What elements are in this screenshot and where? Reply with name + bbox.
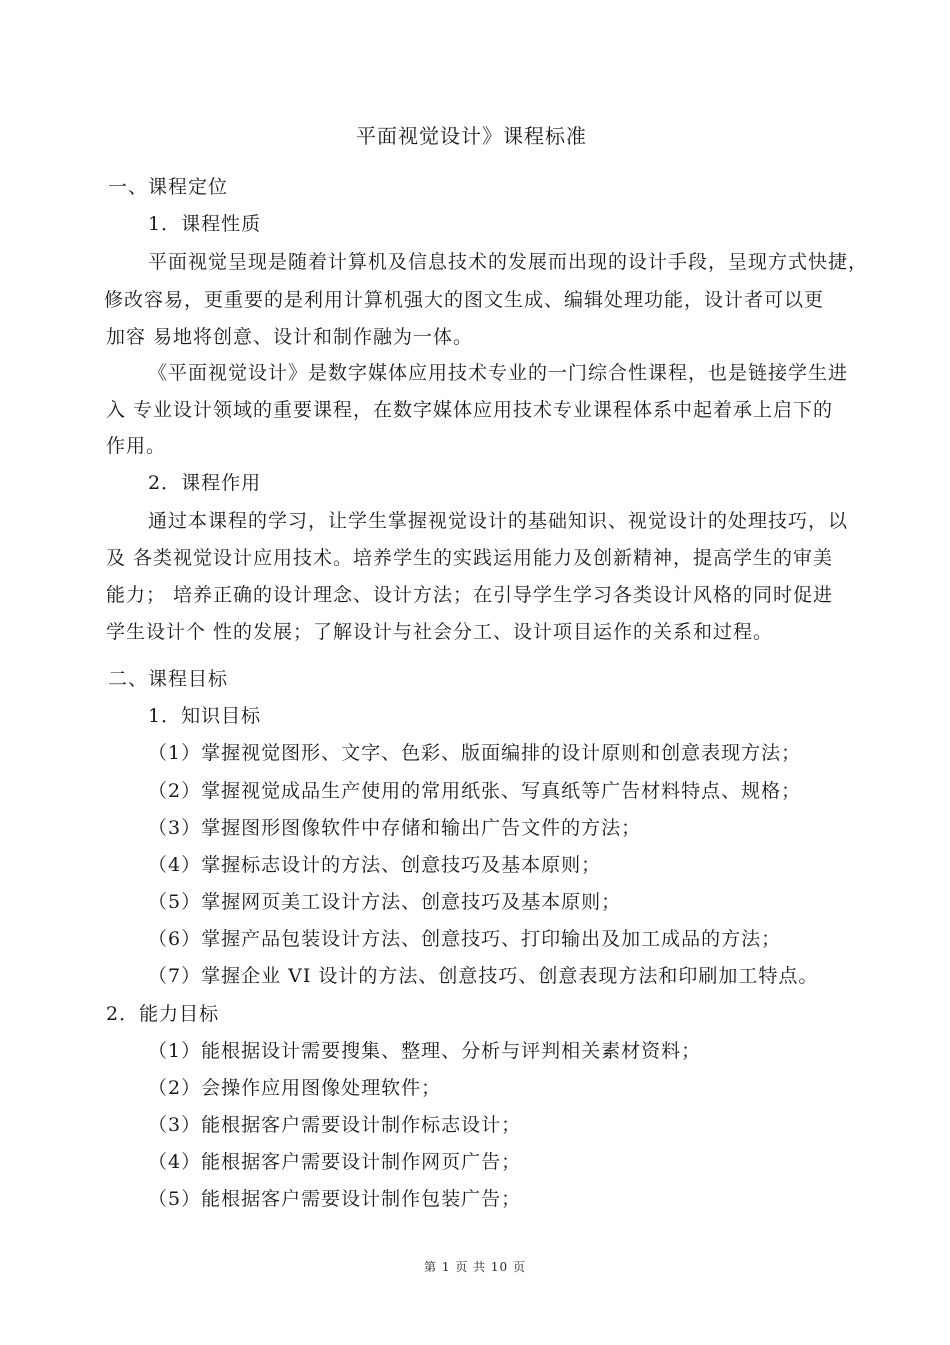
section-heading-objectives: 二、课程目标 (108, 668, 229, 690)
list-item: （4）掌握标志设计的方法、创意技巧及基本原则； (148, 854, 602, 876)
paragraph-line: 入 专业设计领域的重要课程，在数字媒体应用技术专业课程体系中起着承上启下的 (106, 399, 834, 421)
page-title: 平面视觉设计》课程标准 (356, 124, 587, 148)
paragraph-line: 学生设计个 性的发展；了解设计与社会分工、设计项目运作的关系和过程。 (106, 621, 774, 643)
paragraph-line: 通过本课程的学习，让学生掌握视觉设计的基础知识、视觉设计的处理技巧，以 (148, 510, 849, 532)
section-heading-positioning: 一、课程定位 (108, 176, 229, 198)
paragraph-line: 修改容易，更重要的是利用计算机强大的图文生成、编辑处理功能，设计者可以更 (104, 289, 825, 311)
list-item: （5）能根据客户需要设计制作包装广告； (148, 1188, 522, 1210)
paragraph-line: 加容 易地将创意、设计和制作融为一体。 (106, 326, 474, 348)
list-item: （5）掌握网页美工设计方法、创意技巧及基本原则； (148, 891, 622, 913)
paragraph-line: 平面视觉呈现是随着计算机及信息技术的发展而出现的设计手段，呈现方式快捷， (148, 251, 869, 273)
list-item: （3）能根据客户需要设计制作标志设计； (148, 1114, 522, 1136)
paragraph-line: 及 各类视觉设计应用技术。培养学生的实践运用能力及创新精神，提高学生的审美 (106, 547, 834, 569)
list-item: （3）掌握图形图像软件中存储和输出广告文件的方法； (148, 817, 642, 839)
subheading-course-role: 2．课程作用 (148, 472, 262, 494)
subheading-knowledge: 1．知识目标 (148, 705, 262, 727)
page-footer: 第 1 页 共 10 页 (424, 1260, 526, 1274)
list-item: （1）掌握视觉图形、文字、色彩、版面编排的设计原则和创意表现方法； (148, 742, 802, 764)
list-item: （2）会操作应用图像处理软件； (148, 1077, 442, 1099)
paragraph-line: 《平面视觉设计》是数字媒体应用技术专业的一门综合性课程，也是链接学生进 (148, 362, 849, 384)
list-item: （2）掌握视觉成品生产使用的常用纸张、写真纸等广告材料特点、规格； (148, 780, 802, 802)
paragraph-line: 作用。 (106, 435, 167, 457)
list-item: （4）能根据客户需要设计制作网页广告； (148, 1151, 522, 1173)
paragraph-line: 能力； 培养正确的设计理念、设计方法；在引导学生学习各类设计风格的同时促进 (106, 584, 834, 606)
subheading-ability: 2．能力目标 (106, 1003, 220, 1025)
list-item: （6）掌握产品包装设计方法、创意技巧、打印输出及加工成品的方法； (148, 928, 782, 950)
subheading-course-nature: 1．课程性质 (148, 213, 262, 235)
list-item: （7）掌握企业 VI 设计的方法、创意技巧、创意表现方法和印刷加工特点。 (148, 965, 819, 987)
list-item: （1）能根据设计需要搜集、整理、分析与评判相关素材资料； (148, 1040, 702, 1062)
